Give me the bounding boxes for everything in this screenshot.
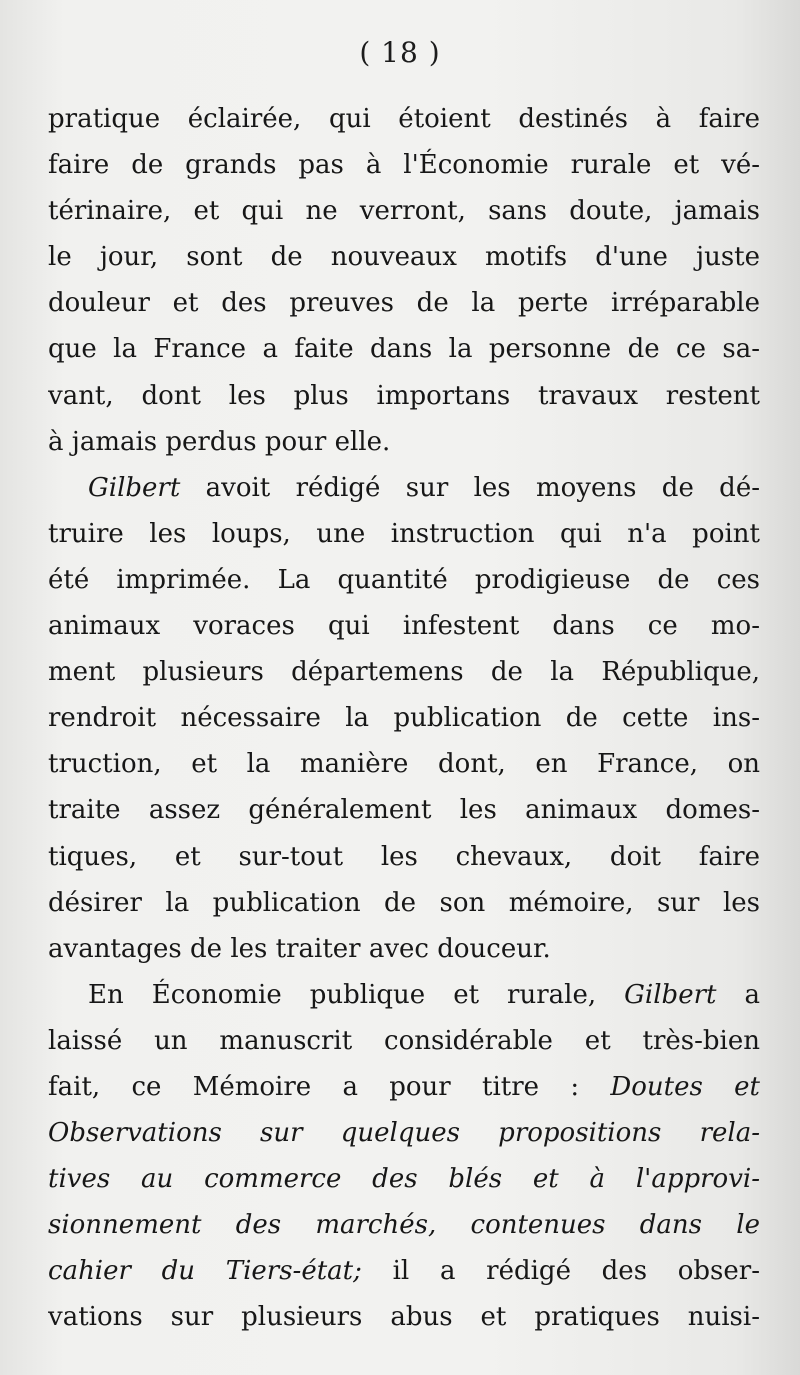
text-line: avantages de les traiter avec douceur. bbox=[48, 933, 551, 964]
italic-title: Observations sur quelques propositions rela- bbox=[48, 1118, 760, 1149]
text-line: douleur et des preuves de la perte irréparable bbox=[48, 288, 760, 319]
italic-title: Doutes et bbox=[610, 1071, 760, 1102]
italic-title: tives au commerce des blés et à l'approvi- bbox=[48, 1164, 760, 1195]
text-line: cahier du Tiers-état; il a rédigé des obser- bbox=[48, 1256, 760, 1287]
text-line: tiques, et sur-tout les chevaux, doit faire bbox=[48, 841, 760, 872]
text-line: été imprimée. La quantité prodigieuse de ces bbox=[48, 564, 760, 595]
text-line bbox=[48, 1202, 760, 1248]
text-line: traite assez généralement les animaux domes- bbox=[48, 795, 760, 826]
italic-title: sionnement des marchés, contenues dans le bbox=[48, 1210, 760, 1241]
body-text bbox=[48, 96, 760, 1341]
text-line: vations sur plusieurs abus et pratiques nuisi- bbox=[48, 1302, 760, 1333]
italic-title: cahier du Tiers-état; bbox=[48, 1256, 362, 1287]
text-line: En Économie publique et rurale, Gilbert a bbox=[88, 979, 760, 1010]
text-line: que la France a faite dans la personne de ce sa- bbox=[48, 334, 760, 365]
text-line: vant, dont les plus importans travaux restent bbox=[48, 380, 760, 411]
text-line: truction, et la manière dont, en France, on bbox=[48, 749, 760, 780]
text-line: rendroit nécessaire la publication de cette ins- bbox=[48, 703, 760, 734]
text-line: térinaire, et qui ne verront, sans doute, jamais bbox=[48, 196, 760, 227]
italic-name: Gilbert bbox=[88, 472, 181, 503]
text-line: truire les loups, une instruction qui n'a point bbox=[48, 518, 760, 549]
text-line: fait, ce Mémoire a pour titre : Doutes et bbox=[48, 1071, 760, 1102]
text-line: animaux voraces qui infestent dans ce mo- bbox=[48, 611, 760, 642]
text-line: ment plusieurs départemens de la République, bbox=[48, 657, 760, 688]
text-line: pratique éclairée, qui étoient destinés à faire bbox=[48, 104, 760, 134]
text-line: le jour, sont de nouveaux motifs d'une juste bbox=[48, 242, 760, 273]
text-line: laissé un manuscrit considérable et très-bien bbox=[48, 1025, 760, 1056]
text-line: faire de grands pas à l'Économie rurale et vé- bbox=[48, 150, 760, 181]
text-line: Gilbert avoit rédigé sur les moyens de dé- bbox=[88, 472, 760, 503]
text-line bbox=[48, 1156, 760, 1202]
page-number: ( 18 ) bbox=[359, 36, 441, 69]
text-line: désirer la publication de son mémoire, sur les bbox=[48, 887, 760, 918]
text-line: à jamais perdus pour elle. bbox=[48, 426, 391, 457]
text-line bbox=[48, 1110, 760, 1156]
italic-name: Gilbert bbox=[624, 979, 717, 1010]
